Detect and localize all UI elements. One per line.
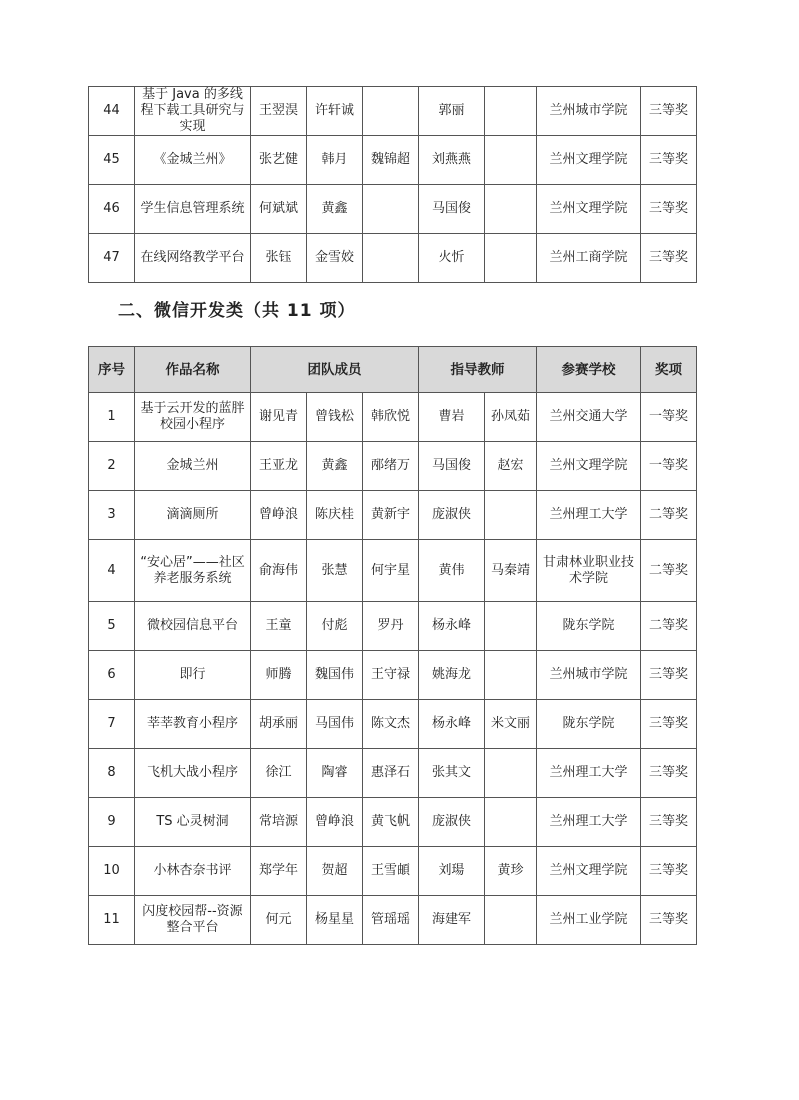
cell-member-3: 惠泽石 [363,749,419,798]
cell-teacher-1: 姚海龙 [419,651,485,700]
cell-member-3 [363,234,419,283]
cell-teacher-1: 庞淑侠 [419,798,485,847]
cell-name: “安心居”——社区养老服务系统 [135,540,251,602]
cell-member-1: 张钰 [251,234,307,283]
table-row [89,234,697,283]
cell-member-1: 王翌淏 [251,87,307,136]
cell-school: 兰州工业学院 [537,896,641,945]
cell-member-2: 曾钱松 [307,393,363,442]
cell-award: 二等奖 [641,540,697,602]
award-table-continued [88,86,697,283]
cell-member-2: 曾峥浪 [307,798,363,847]
header-school: 参赛学校 [537,347,641,393]
cell-name: 基于云开发的蓝胖校园小程序 [135,393,251,442]
cell-school: 兰州理工大学 [537,749,641,798]
cell-school: 兰州交通大学 [537,393,641,442]
cell-member-3: 王守禄 [363,651,419,700]
cell-award: 三等奖 [641,896,697,945]
cell-no: 46 [89,185,135,234]
cell-no: 1 [89,393,135,442]
cell-no: 8 [89,749,135,798]
cell-award: 三等奖 [641,234,697,283]
cell-name: 基于 Java 的多线程下载工具研究与实现 [135,87,251,136]
table-row [89,393,697,442]
cell-name: 小林杏奈书评 [135,847,251,896]
cell-teacher-2: 黄珍 [485,847,537,896]
cell-teacher-1: 马国俊 [419,442,485,491]
cell-member-2: 马国伟 [307,700,363,749]
cell-teacher-2: 赵宏 [485,442,537,491]
cell-member-2: 杨星星 [307,896,363,945]
cell-member-1: 王亚龙 [251,442,307,491]
table-row [89,185,697,234]
cell-member-2: 张慧 [307,540,363,602]
cell-member-1: 郑学年 [251,847,307,896]
cell-teacher-1: 海建军 [419,896,485,945]
table-header-row [89,347,697,393]
cell-member-2: 魏国伟 [307,651,363,700]
cell-school: 兰州工商学院 [537,234,641,283]
cell-school: 兰州文理学院 [537,136,641,185]
table-row [89,651,697,700]
cell-teacher-2 [485,749,537,798]
cell-member-1: 王童 [251,602,307,651]
cell-teacher-2: 孙凤茹 [485,393,537,442]
cell-member-2: 许轩诚 [307,87,363,136]
cell-member-2: 金雪姣 [307,234,363,283]
cell-no: 44 [89,87,135,136]
top-table-body [89,87,697,283]
cell-school: 甘肃林业职业技术学院 [537,540,641,602]
cell-award: 一等奖 [641,442,697,491]
cell-award: 一等奖 [641,393,697,442]
cell-teacher-1: 杨永峰 [419,700,485,749]
cell-name: 飞机大战小程序 [135,749,251,798]
cell-teacher-2: 米文丽 [485,700,537,749]
cell-award: 三等奖 [641,847,697,896]
cell-school: 兰州文理学院 [537,847,641,896]
cell-member-2: 韩月 [307,136,363,185]
cell-school: 兰州文理学院 [537,185,641,234]
header-team: 团队成员 [251,347,419,393]
cell-teacher-1: 曹岩 [419,393,485,442]
cell-name: 学生信息管理系统 [135,185,251,234]
cell-school: 兰州理工大学 [537,491,641,540]
cell-teacher-1: 刘瑒 [419,847,485,896]
cell-member-1: 胡承丽 [251,700,307,749]
header-no: 序号 [89,347,135,393]
cell-name: 闪度校园帮--资源整合平台 [135,896,251,945]
cell-teacher-1: 火忻 [419,234,485,283]
cell-teacher-2 [485,234,537,283]
cell-no: 9 [89,798,135,847]
cell-member-3: 何宇星 [363,540,419,602]
cell-teacher-2 [485,185,537,234]
cell-name: TS 心灵树洞 [135,798,251,847]
cell-teacher-2 [485,602,537,651]
cell-teacher-2 [485,87,537,136]
cell-member-2: 贺超 [307,847,363,896]
cell-no: 7 [89,700,135,749]
cell-member-3: 黄飞帆 [363,798,419,847]
cell-member-3: 韩欣悦 [363,393,419,442]
cell-no: 2 [89,442,135,491]
table-row [89,540,697,602]
cell-name: 莘莘教育小程序 [135,700,251,749]
cell-member-1: 谢见青 [251,393,307,442]
cell-teacher-1: 庞淑侠 [419,491,485,540]
cell-no: 6 [89,651,135,700]
cell-member-1: 张艺健 [251,136,307,185]
cell-award: 三等奖 [641,651,697,700]
cell-teacher-1: 马国俊 [419,185,485,234]
table-row [89,847,697,896]
cell-member-3: 王雪頔 [363,847,419,896]
header-award: 奖项 [641,347,697,393]
cell-member-3: 管瑶瑶 [363,896,419,945]
cell-member-3: 陈文杰 [363,700,419,749]
cell-award: 三等奖 [641,700,697,749]
cell-award: 三等奖 [641,185,697,234]
cell-name: 微校园信息平台 [135,602,251,651]
cell-no: 47 [89,234,135,283]
cell-member-3: 罗丹 [363,602,419,651]
cell-teacher-2: 马秦靖 [485,540,537,602]
table-row [89,700,697,749]
cell-no: 10 [89,847,135,896]
header-name: 作品名称 [135,347,251,393]
cell-member-2: 陈庆桂 [307,491,363,540]
cell-school: 兰州城市学院 [537,87,641,136]
main-table-body [89,393,697,945]
cell-member-3 [363,87,419,136]
cell-no: 3 [89,491,135,540]
cell-teacher-2 [485,798,537,847]
cell-member-3: 黄新宇 [363,491,419,540]
cell-name: 《金城兰州》 [135,136,251,185]
cell-member-3: 邴绪万 [363,442,419,491]
cell-member-1: 俞海伟 [251,540,307,602]
cell-no: 45 [89,136,135,185]
cell-member-1: 曾峥浪 [251,491,307,540]
cell-name: 滴滴厕所 [135,491,251,540]
cell-teacher-2 [485,491,537,540]
table-row [89,442,697,491]
cell-member-2: 黄鑫 [307,442,363,491]
wechat-dev-award-table [88,346,697,945]
cell-award: 二等奖 [641,602,697,651]
cell-no: 11 [89,896,135,945]
cell-member-2: 黄鑫 [307,185,363,234]
cell-teacher-1: 黄伟 [419,540,485,602]
header-teacher: 指导教师 [419,347,537,393]
cell-award: 三等奖 [641,749,697,798]
cell-no: 5 [89,602,135,651]
cell-no: 4 [89,540,135,602]
cell-school: 陇东学院 [537,602,641,651]
cell-member-3: 魏锦超 [363,136,419,185]
cell-name: 金城兰州 [135,442,251,491]
cell-member-2: 陶睿 [307,749,363,798]
cell-member-1: 何斌斌 [251,185,307,234]
cell-award: 三等奖 [641,87,697,136]
cell-teacher-2 [485,651,537,700]
cell-name: 在线网络教学平台 [135,234,251,283]
cell-school: 兰州理工大学 [537,798,641,847]
section-title: 二、微信开发类（共 11 项） [118,301,356,321]
cell-member-1: 徐江 [251,749,307,798]
cell-member-1: 师腾 [251,651,307,700]
cell-school: 陇东学院 [537,700,641,749]
table-row [89,749,697,798]
cell-teacher-1: 郭丽 [419,87,485,136]
cell-teacher-1: 刘燕燕 [419,136,485,185]
cell-teacher-1: 张其文 [419,749,485,798]
table-row [89,136,697,185]
cell-member-1: 何元 [251,896,307,945]
cell-member-2: 付彪 [307,602,363,651]
cell-award: 二等奖 [641,491,697,540]
cell-award: 三等奖 [641,798,697,847]
cell-school: 兰州城市学院 [537,651,641,700]
table-row [89,602,697,651]
table-row [89,798,697,847]
cell-teacher-2 [485,136,537,185]
cell-award: 三等奖 [641,136,697,185]
cell-member-3 [363,185,419,234]
cell-teacher-2 [485,896,537,945]
table-row [89,491,697,540]
cell-school: 兰州文理学院 [537,442,641,491]
cell-teacher-1: 杨永峰 [419,602,485,651]
table-row [89,896,697,945]
cell-name: 即行 [135,651,251,700]
cell-member-1: 常培源 [251,798,307,847]
table-row [89,87,697,136]
